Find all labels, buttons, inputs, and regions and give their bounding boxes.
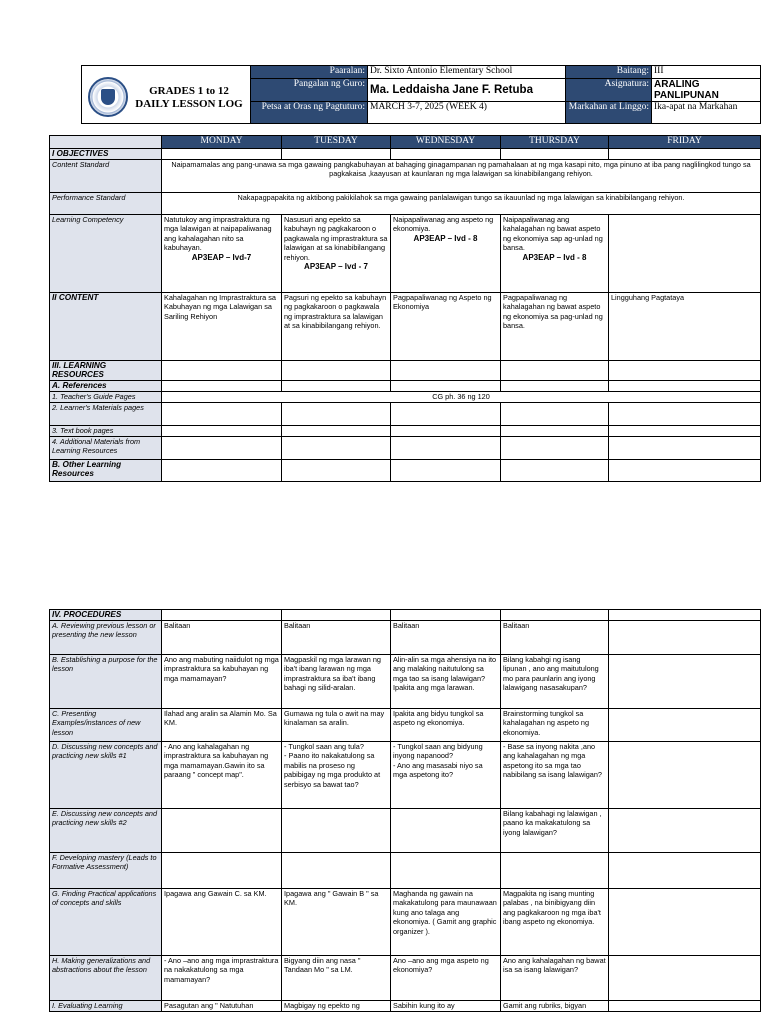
content-monday: Kahalagahan ng Imprastraktura sa Kabuhayan ng mga Lalawigan sa Sariling Rehiyon xyxy=(162,293,282,361)
cell-thursday xyxy=(501,853,609,889)
procedures-heading: IV. PROCEDURES xyxy=(50,610,162,621)
quarter-label: Markahan at Linggo: xyxy=(566,102,652,124)
cell-tuesday: Ipagawa ang " Gawain B " sa KM. xyxy=(282,889,391,956)
cell-friday xyxy=(609,889,761,956)
cell-tuesday xyxy=(282,809,391,853)
cell-monday: Balitaan xyxy=(162,621,282,655)
cell-thursday: Balitaan xyxy=(501,621,609,655)
resources-heading: III. LEARNING RESOURCES xyxy=(50,361,162,381)
school-value: Dr. Sixto Antonio Elementary School xyxy=(368,66,566,79)
row-label: I. Evaluating Learning xyxy=(50,1001,162,1012)
day-tuesday: TUESDAY xyxy=(282,136,391,149)
content-standard-label: Content Standard xyxy=(50,160,162,193)
table-row xyxy=(50,655,761,709)
row-label: D. Discussing new concepts and practicing new skills #1 xyxy=(50,742,162,809)
date-value: MARCH 3-7, 2025 (WEEK 4) xyxy=(368,102,566,124)
cell-tuesday: Magbigay ng epekto ng xyxy=(282,1001,391,1012)
lesson-table-top xyxy=(49,135,761,482)
cell-friday xyxy=(609,809,761,853)
table-row xyxy=(50,1001,761,1012)
additional-materials-label: 4. Additional Materials from Learning Resources xyxy=(50,436,162,459)
other-resources-label: B. Other Learning Resources xyxy=(50,459,162,481)
header-table xyxy=(81,65,761,124)
content-friday: Lingguhang Pagtataya xyxy=(609,293,761,361)
row-label: C. Presenting Examples/instances of new lesson xyxy=(50,709,162,742)
table-row xyxy=(50,853,761,889)
day-wednesday: WEDNESDAY xyxy=(391,136,501,149)
competency-friday xyxy=(609,215,761,293)
title-block xyxy=(82,66,251,124)
doc-title-line2: DAILY LESSON LOG xyxy=(135,97,243,110)
row-label: G. Finding Practical applications of concepts and skills xyxy=(50,889,162,956)
learners-materials-label: 2. Learner's Materials pages xyxy=(50,402,162,425)
cell-wednesday xyxy=(391,853,501,889)
deped-seal-logo xyxy=(88,77,128,117)
teacher-value: Ma. Leddaisha Jane F. Retuba xyxy=(368,79,566,102)
cell-thursday: Bilang kabahagi ng lalawigan , paano ka makakatulong sa iyong lalawigan? xyxy=(501,809,609,853)
table-row xyxy=(50,621,761,655)
competency-monday: Natutukoy ang imprastraktura ng mga lalawigan at naipapaliwanag ang kahalagahan nito sa kabuhayan. AP3EAP – Ivd-7 xyxy=(162,215,282,293)
procedures-table xyxy=(49,609,761,1012)
cell-friday xyxy=(609,621,761,655)
cell-tuesday: Magpaskil ng mga larawan ng iba't ibang larawan ng mga imprastraktura sa iba't ibang bahagi ng silid-aralan. xyxy=(282,655,391,709)
cell-wednesday: Ipakita ang bidyu tungkol sa aspeto ng ekonomiya. xyxy=(391,709,501,742)
cell-monday: Ano ang mabuting naiidulot ng mga imprastraktura sa kabuhayan ng mga mamamayan? xyxy=(162,655,282,709)
cell-thursday: Brainstorming tungkol sa kahalagahan ng aspeto ng ekonomiya. xyxy=(501,709,609,742)
subject-value: ARALING PANLIPUNAN xyxy=(652,79,761,102)
day-thursday: THURSDAY xyxy=(501,136,609,149)
cell-wednesday xyxy=(391,809,501,853)
school-label: Paaralan: xyxy=(251,66,368,79)
quarter-value: Ika-apat na Markahan xyxy=(652,102,761,124)
cell-tuesday: Bigyang diin ang nasa " Tandaan Mo " sa LM. xyxy=(282,956,391,1001)
date-label: Petsa at Oras ng Pagtuturo: xyxy=(251,102,368,124)
competency-thursday: Naipapaliwanag ang kahalagahan ng bawat aspeto ng ekonomiya sap ag-unlad ng bansa. AP3EAP – Ivd - 8 xyxy=(501,215,609,293)
cell-monday xyxy=(162,853,282,889)
cell-monday: Ilahad ang aralin sa Alamin Mo. Sa KM. xyxy=(162,709,282,742)
cell-wednesday: Ano –ano ang mga aspeto ng ekonomiya? xyxy=(391,956,501,1001)
competency-tuesday: Nasusuri ang epekto sa kabuhayn ng pagkakaroon o pagkawala ng imprastraktura sa lalawigan at sa kinabibilangang rehiyon. AP3EAP – Ivd - 7 xyxy=(282,215,391,293)
cell-monday: - Ano ang kahalagahan ng imprastraktura sa kabuhayan ng mga mamamayan.Gawin ito sa paraang " concept map". xyxy=(162,742,282,809)
table-row xyxy=(50,742,761,809)
cell-thursday: - Base sa inyong nakita ,ano ang kahalagahan ng mga aspetong ito sa mga tao nabibilang sa isang lalawigan? xyxy=(501,742,609,809)
row-label: A. Reviewing previous lesson or presenting the new lesson xyxy=(50,621,162,655)
cell-thursday: Gamit ang rubriks, bigyan xyxy=(501,1001,609,1012)
cell-tuesday: Gumawa ng tula o awit na may kinalaman sa aralin. xyxy=(282,709,391,742)
cell-friday xyxy=(609,709,761,742)
content-thursday: Pagpapaliwanag ng kahalagahan ng bawat aspeto ng ekonomiya sa pag-unlad ng bansa. xyxy=(501,293,609,361)
cell-wednesday: Alin-alin sa mga ahensiya na ito ang malaking naitutulong sa mga tao sa isang lalawigan?Ipakita ang mga larawan. xyxy=(391,655,501,709)
grade-label: Baitang: xyxy=(566,66,652,79)
table-row xyxy=(50,889,761,956)
cell-tuesday xyxy=(282,853,391,889)
cell-monday: - Ano –ano ang mga imprastraktura na nakakatulong sa mga mamamayan? xyxy=(162,956,282,1001)
performance-standard-label: Performance Standard xyxy=(50,193,162,215)
cell-wednesday: Sabihin kung ito ay xyxy=(391,1001,501,1012)
day-monday: MONDAY xyxy=(162,136,282,149)
row-label: F. Developing mastery (Leads to Formative Assessment) xyxy=(50,853,162,889)
references-label: A. References xyxy=(50,380,162,391)
cell-tuesday: Balitaan xyxy=(282,621,391,655)
learning-competency-label: Learning Competency xyxy=(50,215,162,293)
table-row xyxy=(50,709,761,742)
competency-wednesday: Naipapaliwanag ang aspeto ng ekonomiya. AP3EAP – Ivd - 8 xyxy=(391,215,501,293)
cell-wednesday: - Tungkol saan ang bidyung inyong napanood? - Ano ang masasabi niyo sa mga aspetong ito? xyxy=(391,742,501,809)
row-label: E. Discussing new concepts and practicing new skills #2 xyxy=(50,809,162,853)
cell-wednesday: Maghanda ng gawain na makakatulong para maunawaan kung ano talaga ang ekonomiya. ( Gamit ang graphic organizer ). xyxy=(391,889,501,956)
cell-friday xyxy=(609,1001,761,1012)
table-row xyxy=(50,809,761,853)
cell-monday: Pasagutan ang " Natutuhan xyxy=(162,1001,282,1012)
teacher-label: Pangalan ng Guro: xyxy=(251,79,368,102)
content-heading: II CONTENT xyxy=(50,293,162,361)
cell-wednesday: Balitaan xyxy=(391,621,501,655)
cell-thursday: Ano ang kahalagahan ng bawat isa sa isang lalawigan? xyxy=(501,956,609,1001)
row-label: B. Establishing a purpose for the lesson xyxy=(50,655,162,709)
cell-monday: Ipagawa ang Gawain C. sa KM. xyxy=(162,889,282,956)
doc-title-line1: GRADES 1 to 12 xyxy=(149,84,229,97)
grade-value: III xyxy=(652,66,761,79)
cell-friday xyxy=(609,956,761,1001)
table-row xyxy=(50,956,761,1001)
teachers-guide-value: CG ph. 36 ng 120 xyxy=(162,391,761,402)
textbook-label: 3. Text book pages xyxy=(50,425,162,436)
cell-thursday: Bilang kabahgi ng isang lipunan , ano ang maitutulong mo para paunlarin ang iyong lalawigang nasasakupan? xyxy=(501,655,609,709)
cell-friday xyxy=(609,655,761,709)
cell-tuesday: - Tungkol saan ang tula? - Paano ito nakakatulong sa mabilis na proseso ng pabibigay ng mga produkto at serbisyo sa bawat tao? xyxy=(282,742,391,809)
cell-friday xyxy=(609,742,761,809)
day-header-blank xyxy=(50,136,162,149)
cell-monday xyxy=(162,809,282,853)
content-wednesday: Pagpapaliwanag ng Aspeto ng Ekonomiya xyxy=(391,293,501,361)
subject-label: Asignatura: xyxy=(566,79,652,102)
row-label: H. Making generalizations and abstractions about the lesson xyxy=(50,956,162,1001)
teachers-guide-label: 1. Teacher's Guide Pages xyxy=(50,391,162,402)
objectives-heading: I OBJECTIVES xyxy=(50,149,162,160)
day-friday: FRIDAY xyxy=(609,136,761,149)
cell-friday xyxy=(609,853,761,889)
content-standard-text: Naipamamalas ang pang-unawa sa mga gawaing pangkabuhayan at bahaging ginagampanan ng pamahalaan at ng mga kasapi nito, mga pinuno at iba pang naglilingkod tungo sa pagkakaisa ,kaayusan at kaunlaran ng mga lalawigan sa kinabibilangang rehiyon. xyxy=(162,160,761,193)
cell-thursday: Magpakita ng isang munting palabas , na binibigyang diin ang pagkakaroon ng mga iba't ibang aspeto ng ekonomiya. xyxy=(501,889,609,956)
content-tuesday: Pagsuri ng epekto sa kabuhayn ng pagkakaroon o pagkawala ng imprastraktura sa lalawigan at sa kinabibilangang rehiyon. xyxy=(282,293,391,361)
performance-standard-text: Nakapagpapakita ng aktibong pakikilahok sa mga gawaing panlalawigan tungo sa ikauunlad ng mga lalawigan sa kinabibilangang rehiyon. xyxy=(162,193,761,215)
